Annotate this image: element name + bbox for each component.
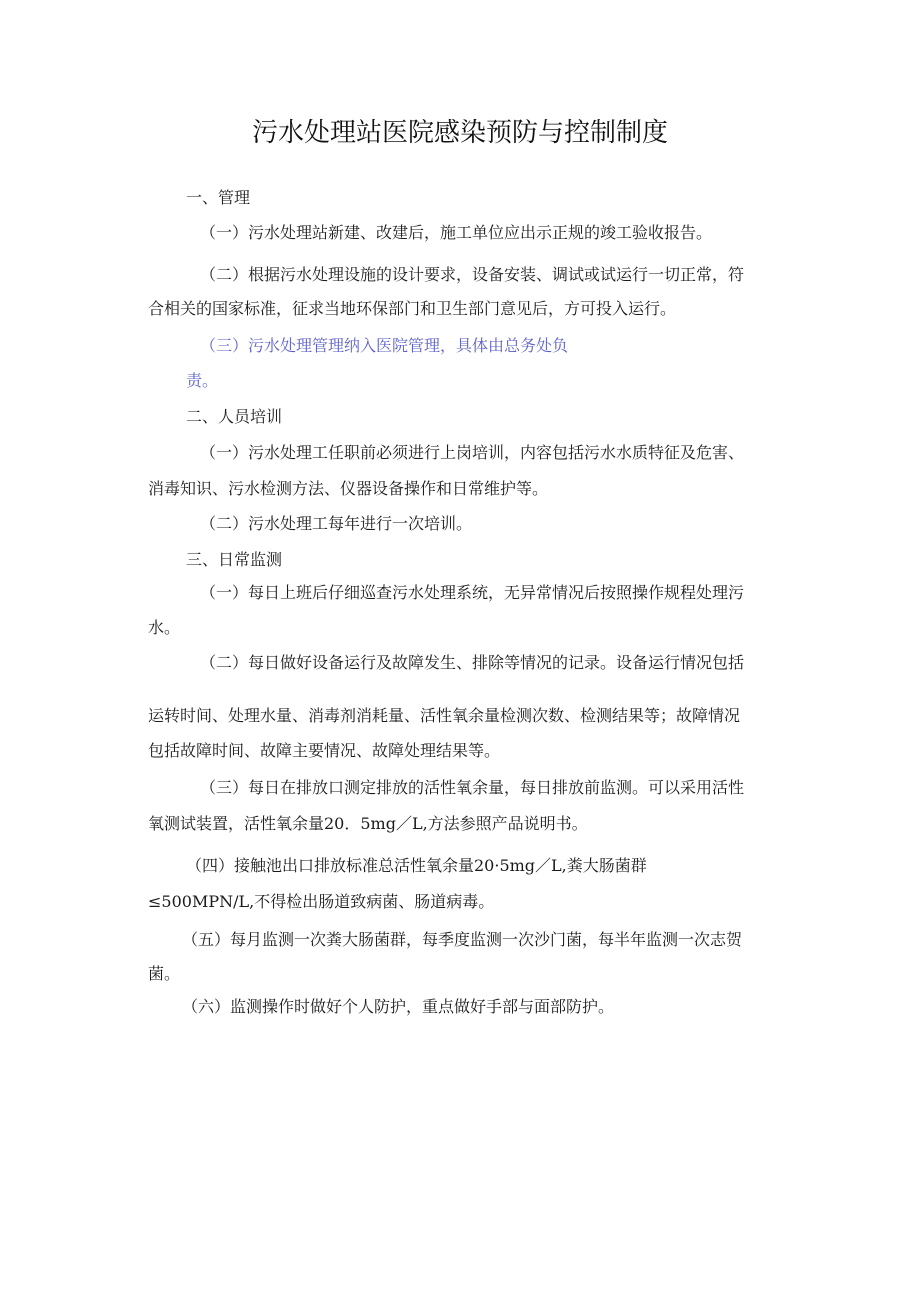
paragraph-line: 菌。: [148, 964, 181, 983]
section-heading-training: 二、人员培训: [186, 407, 283, 426]
paragraph-line: （二）根据污水处理设施的设计要求，设备安装、调试或试运行一切正常，符: [200, 265, 745, 284]
paragraph-line: （五）每月监测一次粪大肠菌群，每季度监测一次沙门菌，每半年监测一次志贺: [182, 930, 743, 949]
paragraph-line: （一）每日上班后仔细巡查污水处理系统，无异常情况后按照操作规程处理污: [200, 583, 745, 602]
paragraph-line: （二）每日做好设备运行及故障发生、排除等情况的记录。设备运行情况包括: [200, 653, 745, 672]
paragraph-line: 责。: [186, 371, 219, 390]
paragraph-line: （一）污水处理工任职前必须进行上岗培训，内容包括污水水质特征及危害、: [200, 443, 745, 462]
paragraph-line: 运转时间、处理水量、消毒剂消耗量、活性氧余量检测次数、检测结果等；故障情况: [148, 706, 741, 725]
paragraph-line: ≤500MPN/L,不得检出肠道致病菌、肠道病毒。: [148, 892, 495, 911]
paragraph-line: 水。: [148, 618, 181, 637]
paragraph-line: （六）监测操作时做好个人防护，重点做好手部与面部防护。: [182, 997, 615, 1016]
document-title: 污水处理站医院感染预防与控制制度: [251, 118, 668, 148]
paragraph-line: 消毒知识、污水检测方法、仪器设备操作和日常维护等。: [148, 479, 549, 498]
section-heading-monitoring: 三、日常监测: [186, 550, 283, 569]
paragraph-line: （一）污水处理站新建、改建后，施工单位应出示正规的竣工验收报告。: [200, 223, 713, 242]
paragraph-line: （三）每日在排放口测定排放的活性氧余量，每日排放前监测。可以采用活性: [200, 778, 745, 797]
paragraph-line: 包括故障时间、故障主要情况、故障处理结果等。: [148, 741, 501, 760]
paragraph-line: （二）污水处理工每年进行一次培训。: [200, 514, 473, 533]
section-heading-management: 一、管理: [186, 188, 251, 207]
paragraph-line: （四）接触池出口排放标准总活性氧余量20·5mg／L,粪大肠菌群: [186, 856, 647, 875]
paragraph-line: 氧测试装置，活性氧余量20．5mg／L,方法参照产品说明书。: [148, 814, 588, 833]
paragraph-line: （三）污水处理管理纳入医院管理，具体由总务处负: [200, 336, 569, 355]
paragraph-line: 合相关的国家标准，征求当地环保部门和卫生部门意见后，方可投入运行。: [148, 299, 677, 318]
